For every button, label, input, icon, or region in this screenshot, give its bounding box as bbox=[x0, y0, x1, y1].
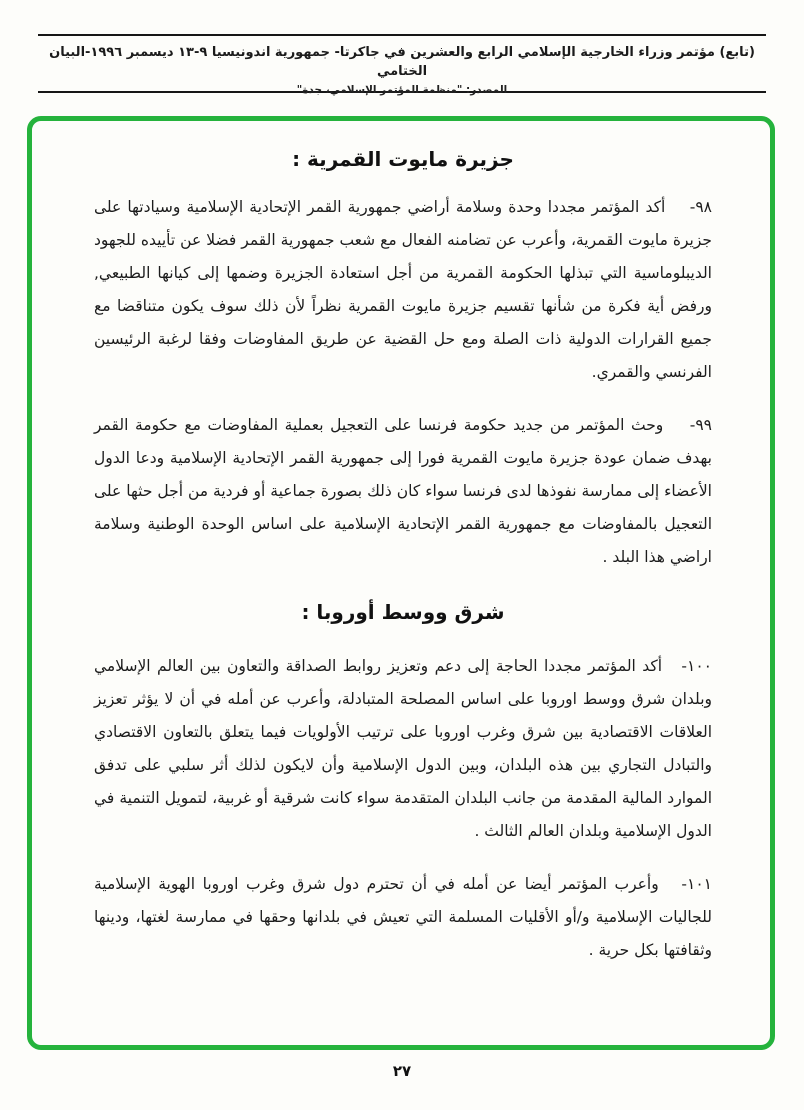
green-frame bbox=[27, 116, 775, 1050]
source-line: المصدر: "منظمة المؤتمر الإسلامي، جدة" bbox=[296, 84, 508, 96]
paragraph-101: ١٠١- وأعرب المؤتمر أيضا عن أمله في أن تحترم دول شرق وغرب اوروبا الهوية الإسلامية للجاليات الإسلامية و/أو الأقليات المسلمة التي تعيش في بلدانها وحقها في ممارسة لغتها، ودينها وثقافتها بكل حرية . bbox=[94, 875, 712, 959]
section-heading-mayotte: جزيرة مايوت القمرية : bbox=[292, 147, 514, 171]
paragraph-99: ٩٩- وحث المؤتمر من جديد حكومة فرنسا على التعجيل بعملية المفاوضات مع حكومة القمر بهدف ضمان عودة جزيرة مايوت القمرية فورا إلى جمهورية القمر الإتحادية الإسلامية ودعا الدول الأعضاء إلى ممارسة نفوذها لدى فرنسا سواء كان ذلك بصورة جماعية أو فردية من أجل حثها على التعجيل بالمفاوضات مع جمهورية القمر الإتحادية الإسلامية على اساس الوحدة الوطنية وسلامة اراضي هذا البلد . bbox=[94, 416, 712, 566]
paragraph-100: ١٠٠- أكد المؤتمر مجددا الحاجة إلى دعم وتعزيز روابط الصداقة والتعاون بين العالم الإسلامي وبلدان شرق ووسط اوروبا على اساس المصلحة المتبادلة، وأعرب عن أمله في أن لا يؤثر تعزيز العلاقات الاقتصادية بين شرق وغرب اوروبا على ترتيب الأولويات فيما يتعلق بالتعاون الاقتصادي والتبادل التجاري بين هذه البلدان، وبين الدول الإسلامية وأن لايكون لذلك أثر سلبي على تدفق الموارد المالية المقدمة من جانب البلدان المتقدمة سواء كانت شرقية أو غربية، لتمويل التنمية في الدول الإسلامية وبلدان العالم الثالث . bbox=[94, 657, 712, 840]
section-heading-east-central-europe: شرق ووسط أوروبا : bbox=[301, 600, 505, 624]
header-title: (تابع) مؤتمر وزراء الخارجية الإسلامي الرابع والعشرين في جاكرتا- جمهورية اندونيسيا ٩-١٣ ديسمبر ١٩٩٦-البيان الختامي bbox=[49, 45, 755, 79]
document-body bbox=[32, 121, 770, 967]
page-number: ٢٧ bbox=[392, 1062, 412, 1080]
paragraph-98: ٩٨- أكد المؤتمر مجددا وحدة وسلامة أراضي جمهورية القمر الإتحادية الإسلامية وسيادتها على جزيرة مايوت القمرية، وأعرب عن تضامنه الفعال مع شعب جمهورية القمر فضلا عن تأييده للجهود الديبلوماسية التي تبذلها الحكومة القمرية من أجل استعادة الجزيرة وضمها إلى كيانها الطبيعي, ورفض أية فكرة من شأنها تقسيم جزيرة مايوت القمرية نظراً لأن ذلك سوف يكون متناقضا مع جميع القرارات الدولية ذات الصلة ومع حل القضية عن طريق المفاوضات وفقا لرغبة الرئيسين الفرنسي والقمري. bbox=[94, 198, 712, 381]
